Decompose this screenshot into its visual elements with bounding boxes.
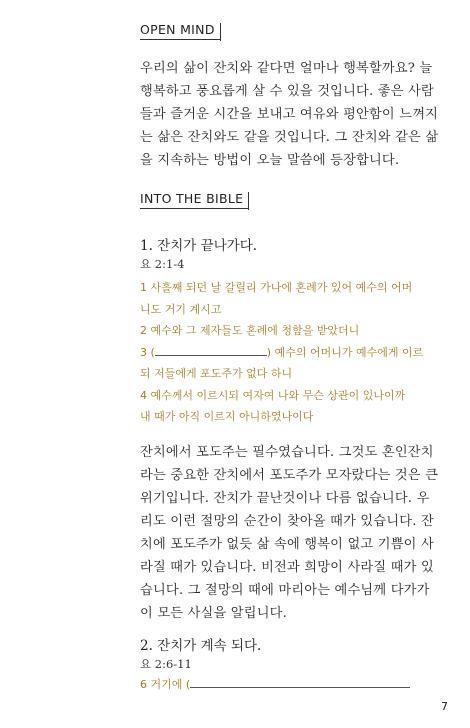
section-2-title: 2. 잔치가 계속 되다. [140,638,262,654]
open-mind-heading-text: OPEN MIND [140,22,215,37]
paragraph-line: 우리의 삶이 잔치와 같다면 얼마나 행복할까요? 늘 [140,61,433,76]
section-2-reference: 요 2:6-11 [140,657,192,671]
paragraph-line: 라는 중요한 잔치에서 포도주가 모자랐다는 것은 큰 [140,468,439,483]
paragraph-line: 행복하고 풍요롭게 살 수 있을 것입니다. 좋은 사람 [140,84,434,99]
paragraph-line: 습니다. 그 절망의 때에 마리아는 예수님께 다가가 [140,583,430,598]
verse-line: 2 예수와 그 제자들도 혼례에 청함을 받았더니 [140,324,360,337]
paragraph-line: 을 지속하는 방법이 오늘 말씀에 등장합니다. [140,153,400,168]
paragraph-line: 라질 때가 있습니다. 비전과 희망이 사라질 때가 있 [140,560,434,575]
fill-in-blank[interactable] [155,344,267,356]
verse-line: 내 때가 아직 이르지 아니하였나이다 [140,410,314,423]
section-1-verses [140,277,440,428]
open-mind-heading [140,22,221,40]
section-2-verse: 6 거기에 ( [140,674,440,696]
paragraph-line: 는 삶은 잔치와도 같을 것입니다. 그 잔치와 같은 삶 [140,130,439,145]
open-mind-paragraph [140,57,440,172]
paragraph-line: 치에 포도주가 없듯 삶 속에 행복이 없고 기쁨이 사 [140,537,434,552]
verse-line-with-blank: 3 ( ) 예수의 어머니가 예수에게 이르 [140,345,424,359]
paragraph-line: 위기입니다. 잔치가 끝난것이나 다름 없습니다. 우 [140,491,430,506]
fill-in-blank[interactable] [190,676,410,688]
into-the-bible-heading-text: INTO THE BIBLE [140,191,244,206]
verse-line: 1 사흘째 되던 날 갈릴리 가나에 혼례가 있어 예수의 어머 [140,281,413,294]
paragraph-line: 리도 이런 절망의 순간이 찾아올 때가 있습니다. 잔 [140,514,434,529]
page-number: 7 [441,700,448,713]
bible-body-paragraph [140,441,440,625]
paragraph-line: 들과 즐거운 시간을 보내고 여유와 평안함이 느껴지 [140,107,439,122]
verse-line: 되 저들에게 포도주가 없다 하니 [140,367,293,380]
paragraph-line: 잔치에서 포도주는 필수였습니다. 그것도 혼인잔치 [140,445,434,460]
section-1-reference: 요 2:1-4 [140,257,185,271]
heading-bracket [248,192,249,210]
verse-line: 4 예수께서 이르시되 여자여 나와 무슨 상관이 있나이까 [140,388,406,402]
heading-bracket [220,23,221,41]
verse-line: 니도 거기 계시고 [140,302,222,316]
paragraph-line: 이 모든 사실을 알립니다. [140,606,287,621]
into-the-bible-heading [140,191,249,209]
section-1-title: 1. 잔치가 끝나가다. [140,238,258,254]
